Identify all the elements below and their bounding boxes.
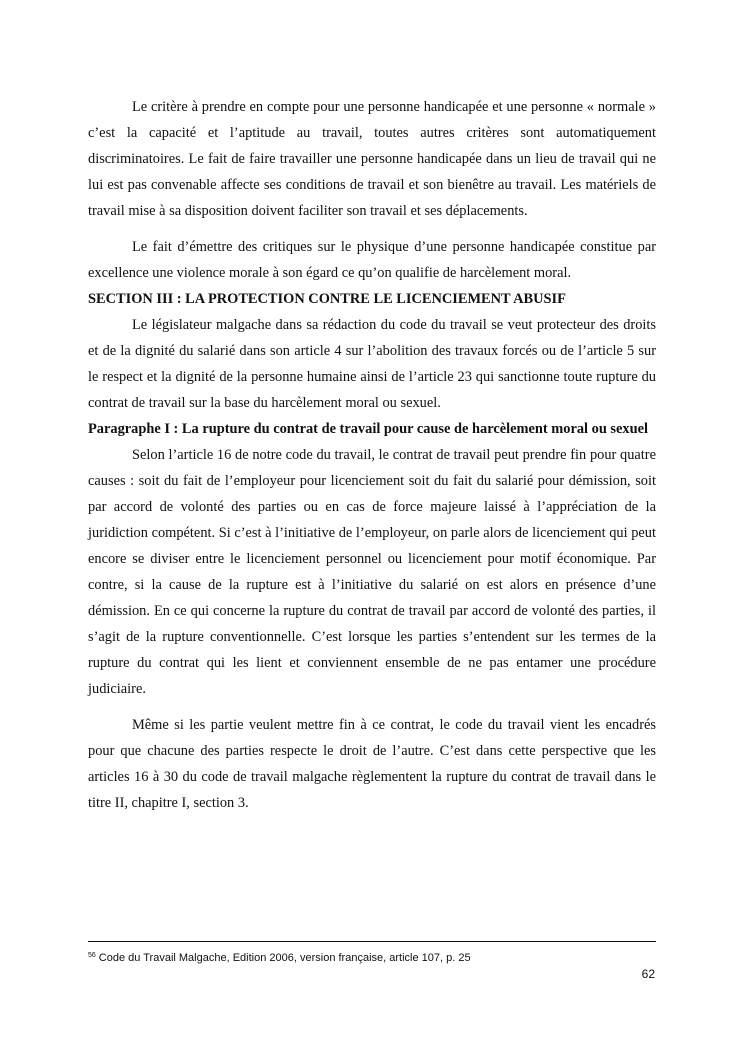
body-paragraph-4: Selon l’article 16 de notre code du travail, le contrat de travail peut prendre fin pour quatre causes : soit du fait de l’employeur pour licenciement soit du fait du salarié pour démission, soit par accord de volonté des parties ou en cas de force majeure laissé à l’appréciation de la juridiction compétent. Si c’est à l’initiative de l’employeur, on parle alors de licenciement qui peut encore se diviser entre le licenciement personnel ou licenciement pour motif économique. Par contre, si la cause de la rupture est à l’initiative du salarié on est alors en présence d’une démission. En ce qui concerne la rupture du contrat de travail par accord de volonté des parties, il s’agit de la rupture conventionnelle. C’est lorsque les parties s’entendent sur les termes de la rupture du contrat qui les lient et conviennent ensemble de ne pas entamer une procédure judiciaire. — [88, 447, 656, 697]
footnote — [88, 948, 656, 966]
body-paragraph-3: Le législateur malgache dans sa rédaction du code du travail se veut protecteur des droits et de la dignité du salarié dans son article 4 sur l’abolition des travaux forcés ou de l’article 5 sur le respect et la dignité de la personne humaine ainsi de l’article 23 qui sanctionne toute rupture du contrat de travail sur la base du harcèlement moral ou sexuel. — [88, 317, 656, 411]
body-paragraph-5: Même si les partie veulent mettre fin à ce contrat, le code du travail vient les encadrés pour que chacune des parties respecte le droit de l’autre. C’est dans cette perspective que les articles 16 à 30 du code de travail malgache règlementent la rupture du contrat de travail dans le titre II, chapitre I, section 3. — [88, 717, 656, 811]
footnote-text: Code du Travail Malgache, Edition 2006, version française, article 107, p. 25 — [98, 952, 471, 964]
section-heading: SECTION III : LA PROTECTION CONTRE LE LICENCIEMENT ABUSIF — [88, 291, 566, 307]
footnote-number: 56 — [88, 952, 96, 959]
body-paragraph-2: Le fait d’émettre des critiques sur le physique d’une personne handicapée constitue par excellence une violence morale à son égard ce qu’on qualifie de harcèlement moral. — [88, 239, 656, 281]
page-body — [88, 94, 656, 816]
page-number: 62 — [641, 967, 655, 981]
body-paragraph-1: Le critère à prendre en compte pour une personne handicapée et une personne « normale » c’est la capacité et l’aptitude au travail, toutes autres critères sont automatiquement discriminatoires. Le fait de faire travailler une personne handicapée dans un lieu de travail qui ne lui est pas convenable affecte ses conditions de travail et son bienêtre au travail. Les matériels de travail mise à sa disposition doivent faciliter son travail et ses déplacements. — [88, 99, 656, 219]
paragraph-heading: Paragraphe I : La rupture du contrat de travail pour cause de harcèlement moral ou sexuel — [88, 421, 648, 437]
footnote-separator — [88, 941, 656, 942]
